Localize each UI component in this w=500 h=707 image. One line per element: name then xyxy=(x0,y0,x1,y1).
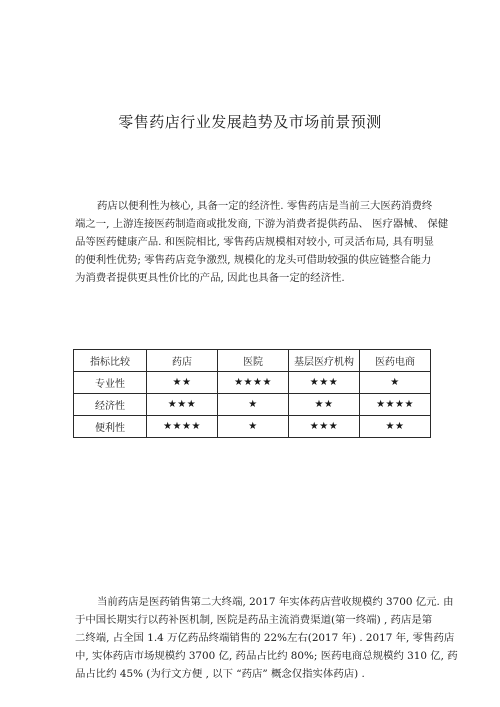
comparison-table xyxy=(73,349,431,438)
star-rating: ★★★ xyxy=(289,372,360,394)
document-title: 零售药店行业发展趋势及市场前景预测 xyxy=(118,113,382,131)
star-rating: ★ xyxy=(218,394,289,416)
paragraph-line: 品等医药健康产品. 和医院相比, 零售药店规模相对较小, 可灵活布局, 具有明显 xyxy=(75,236,434,248)
row-label: 经济性 xyxy=(74,394,147,416)
header-cell-hospital: 医院 xyxy=(218,350,289,372)
star-rating: ★★ xyxy=(289,394,360,416)
intro-paragraph xyxy=(75,197,449,287)
table-row xyxy=(74,372,431,394)
paragraph-line: 药店以便利性为核心, 具备一定的经济性. 零售药店是当前三大医药消费终 xyxy=(97,200,433,212)
header-cell-metric: 指标比较 xyxy=(74,350,147,372)
header-cell-pharmacy: 药店 xyxy=(147,350,218,372)
star-rating: ★★★★ xyxy=(218,372,289,394)
paragraph-line: 于中国长期实行以药补医机制, 医院是药品主流消费渠道(第一终端) , 药店是第 xyxy=(75,614,433,626)
star-rating: ★★★ xyxy=(147,394,218,416)
table-header-row xyxy=(74,350,431,372)
header-cell-ecommerce: 医药电商 xyxy=(360,350,431,372)
paragraph-line: 端之一, 上游连接医药制造商或批发商, 下游为消费者提供药品、 医疗器械、 保健 xyxy=(75,218,449,230)
star-rating: ★★★ xyxy=(289,416,360,438)
star-rating: ★★ xyxy=(147,372,218,394)
table-row xyxy=(74,416,431,438)
market-paragraph xyxy=(75,593,458,683)
star-rating: ★★ xyxy=(360,416,431,438)
row-label: 专业性 xyxy=(74,372,147,394)
star-rating: ★★★★ xyxy=(360,394,431,416)
star-rating: ★ xyxy=(218,416,289,438)
table-row xyxy=(74,394,431,416)
paragraph-line: 中, 实体药店市场规模约 3700 亿, 药品占比约 80%; 医药电商总规模约 310 亿, 药 xyxy=(75,650,458,662)
paragraph-line: 品占比约 45% (为行文方便 , 以下 “药店” 概念仅指实体药店) . xyxy=(75,668,365,680)
paragraph-line: 当前药店是医药销售第二大终端, 2017 年实体药店营收规模约 3700 亿元. 由 xyxy=(97,596,454,608)
row-label: 便利性 xyxy=(74,416,147,438)
star-rating: ★ xyxy=(360,372,431,394)
paragraph-line: 二终端, 占全国 1.4 万亿药品终端销售的 22%左右(2017 年) . 2017 年, 零售药店 xyxy=(75,632,455,644)
paragraph-line: 的便利性优势; 零售药店竞争激烈, 规模化的龙头可借助较强的供应链整合能力 xyxy=(75,254,432,266)
paragraph-line: 为消费者提供更具性价比的产品, 因此也具备一定的经济性. xyxy=(75,272,345,284)
header-cell-primary-care: 基层医疗机构 xyxy=(289,350,360,372)
star-rating: ★★★★ xyxy=(147,416,218,438)
